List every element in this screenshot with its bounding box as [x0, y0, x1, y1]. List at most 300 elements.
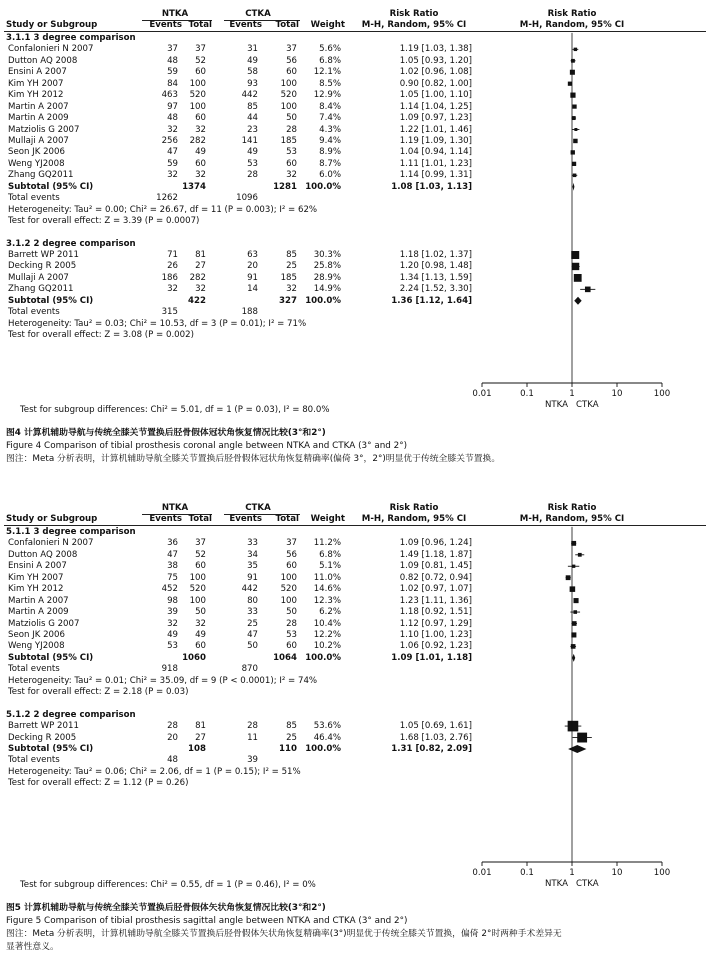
study-name: Seon JK 2006	[8, 629, 65, 640]
total-ctka: 37	[286, 538, 297, 549]
events-ntka: 28	[167, 721, 178, 732]
caption-note: 图注：Meta 分析表明，计算机辅助导航全膝关节置换后胫骨假体冠状角恢复精确率(偏倚 3°，2°)明显优于传统全膝关节置换。	[6, 454, 501, 464]
events-ctka: 33	[247, 538, 258, 549]
total-ntka: 60	[195, 158, 206, 169]
header-total-ctka: Total	[275, 20, 299, 31]
subtotal-total-ntka: 422	[188, 295, 206, 306]
weight-value: 8.4%	[319, 101, 341, 112]
total-ctka: 100	[280, 572, 297, 583]
caption-english: Figure 4 Comparison of tibial prosthesis coronal angle between NTKA and CTKA (3° and 2°)	[6, 441, 408, 451]
x-tick-label: 100	[653, 868, 671, 878]
total-events-ntka: 48	[167, 755, 178, 766]
subtotal-label: Subtotal (95% CI)	[8, 652, 94, 663]
x-tick-label: 0.01	[472, 389, 492, 399]
study-marker	[574, 274, 582, 282]
risk-ratio-ci: 1.14 [0.99, 1.31]	[399, 170, 472, 181]
events-ntka: 71	[167, 250, 178, 260]
rr-header-title: Risk Ratio	[389, 503, 439, 513]
study-name: Decking R 2005	[8, 732, 77, 743]
study-name: Kim YH 2012	[8, 584, 64, 595]
events-ntka: 38	[167, 561, 178, 572]
study-marker	[572, 565, 575, 568]
events-ntka: 98	[167, 595, 178, 606]
caption-chinese: 图4 计算机辅助导航与传统全膝关节置换后胫骨假体冠状角恢复情况比较(3°和2°)	[6, 428, 326, 438]
study-name: Mullaji A 2007	[8, 272, 69, 283]
study-marker	[573, 139, 577, 143]
total-ntka: 60	[195, 113, 206, 124]
risk-ratio-ci: 1.18 [0.92, 1.51]	[399, 607, 472, 618]
figure-5	[0, 494, 712, 974]
total-ntka: 520	[189, 90, 206, 101]
total-ctka: 25	[286, 732, 297, 743]
total-ntka: 520	[189, 584, 206, 595]
group-header-ntka: NTKA	[161, 9, 189, 19]
events-ctka: 442	[241, 90, 258, 101]
events-ctka: 33	[247, 607, 258, 618]
events-ctka: 28	[247, 170, 258, 181]
total-ctka: 56	[286, 55, 297, 66]
pooled-diamond	[573, 183, 575, 191]
risk-ratio-ci: 1.49 [1.18, 1.87]	[399, 549, 472, 560]
risk-ratio-ci: 0.90 [0.82, 1.00]	[399, 78, 472, 89]
weight-value: 11.0%	[313, 572, 341, 583]
events-ntka: 49	[167, 629, 178, 640]
study-name: Kim YH 2007	[8, 78, 64, 89]
events-ctka: 49	[247, 55, 258, 66]
total-events-label: Total events	[8, 664, 60, 675]
heterogeneity: Heterogeneity: Tau² = 0.06; Chi² = 2.06, df = 1 (P = 0.15); I² = 51%	[8, 766, 301, 777]
risk-ratio-ci: 1.12 [0.97, 1.29]	[399, 618, 472, 629]
weight-value: 12.9%	[313, 90, 341, 101]
study-marker	[571, 150, 575, 154]
subtotal-total-ctka: 110	[279, 744, 297, 754]
caption-note: 显著性意义。	[6, 942, 59, 952]
risk-ratio-ci: 1.09 [0.81, 1.45]	[399, 561, 472, 572]
weight-value: 6.8%	[319, 55, 341, 66]
overall-effect: Test for overall effect: Z = 3.39 (P = 0.0007)	[8, 216, 200, 227]
total-events-label: Total events	[8, 755, 60, 766]
total-ctka: 100	[280, 101, 297, 112]
events-ctka: 47	[247, 629, 258, 640]
subtotal-weight: 100.0%	[305, 744, 341, 754]
weight-value: 5.6%	[319, 44, 341, 55]
events-ctka: 93	[247, 78, 258, 89]
header-study: Study or Subgroup	[6, 20, 98, 31]
total-ctka: 85	[286, 250, 297, 260]
weight-value: 25.8%	[313, 261, 341, 272]
rr-header-title: Risk Ratio	[389, 9, 439, 19]
pooled-diamond	[568, 745, 586, 753]
risk-ratio-ci: 1.09 [0.96, 1.24]	[399, 538, 472, 549]
caption-chinese: 图5 计算机辅助导航与传统全膝关节置换后胫骨假体矢状角恢复情况比较(3°和2°)	[6, 903, 326, 913]
total-ntka: 100	[189, 595, 206, 606]
events-ntka: 32	[167, 284, 178, 295]
study-marker	[572, 621, 577, 626]
header-rr-method-plot: M-H, Random, 95% CI	[519, 514, 625, 525]
total-ctka: 50	[286, 113, 297, 124]
total-ntka: 37	[195, 538, 206, 549]
weight-value: 10.2%	[313, 641, 341, 652]
weight-value: 53.6%	[313, 721, 341, 732]
weight-value: 14.6%	[313, 584, 341, 595]
total-ctka: 28	[286, 618, 297, 629]
risk-ratio-ci: 1.11 [1.01, 1.23]	[399, 158, 472, 169]
weight-value: 28.9%	[313, 272, 341, 283]
study-name: Dutton AQ 2008	[8, 55, 78, 66]
study-marker	[571, 644, 576, 649]
risk-ratio-ci: 1.04 [0.94, 1.14]	[399, 147, 472, 158]
study-name: Ensini A 2007	[8, 561, 67, 572]
risk-ratio-ci: 1.02 [0.96, 1.08]	[399, 67, 472, 78]
events-ntka: 47	[167, 549, 178, 560]
total-ntka: 27	[195, 732, 206, 743]
events-ctka: 49	[247, 147, 258, 158]
total-ntka: 32	[195, 618, 206, 629]
study-name: Decking R 2005	[8, 261, 77, 272]
total-ctka: 50	[286, 607, 297, 618]
favours-ntka-label: NTKA	[544, 879, 568, 889]
header-rr-method: M-H, Random, 95% CI	[361, 514, 467, 525]
total-ntka: 52	[195, 55, 206, 66]
study-marker	[574, 128, 577, 131]
study-name: Barrett WP 2011	[8, 721, 79, 732]
subtotal-weight: 100.0%	[305, 652, 341, 663]
subtotal-weight: 100.0%	[305, 295, 341, 306]
study-marker	[585, 287, 591, 293]
header-study: Study or Subgroup	[6, 514, 98, 525]
events-ctka: 14	[247, 284, 258, 295]
total-events-ctka: 39	[247, 755, 258, 766]
total-ntka: 81	[195, 721, 206, 732]
x-tick-label: 100	[653, 389, 671, 399]
study-name: Dutton AQ 2008	[8, 549, 78, 560]
header-weight: Weight	[310, 20, 345, 31]
weight-value: 6.0%	[319, 170, 341, 181]
weight-value: 11.2%	[313, 538, 341, 549]
risk-ratio-ci: 1.05 [0.93, 1.20]	[399, 55, 472, 66]
total-ctka: 85	[286, 721, 297, 732]
weight-value: 12.1%	[313, 67, 341, 78]
weight-value: 5.1%	[319, 561, 341, 572]
study-marker	[577, 733, 587, 743]
study-marker	[570, 93, 575, 98]
risk-ratio-ci: 1.19 [1.09, 1.30]	[399, 135, 472, 146]
total-events-label: Total events	[8, 193, 60, 204]
events-ntka: 186	[161, 272, 178, 283]
weight-value: 4.3%	[319, 124, 341, 135]
total-ntka: 282	[189, 272, 206, 283]
risk-ratio-ci: 1.05 [1.00, 1.10]	[399, 90, 472, 101]
header-weight: Weight	[310, 514, 345, 525]
events-ctka: 442	[241, 584, 258, 595]
events-ntka: 48	[167, 55, 178, 66]
total-ctka: 60	[286, 158, 297, 169]
risk-ratio-ci: 1.14 [1.04, 1.25]	[399, 101, 472, 112]
events-ntka: 20	[167, 732, 178, 743]
header-total-ctka: Total	[275, 514, 299, 525]
risk-ratio-ci: 1.23 [1.11, 1.36]	[399, 595, 472, 606]
x-tick-label: 1	[569, 389, 575, 399]
events-ctka: 20	[247, 261, 258, 272]
subtotal-label: Subtotal (95% CI)	[8, 744, 94, 754]
study-marker	[572, 104, 576, 108]
events-ctka: 91	[247, 572, 258, 583]
total-events-ctka: 188	[241, 307, 258, 318]
study-name: Kim YH 2007	[8, 572, 64, 583]
heterogeneity: Heterogeneity: Tau² = 0.03; Chi² = 10.53, df = 3 (P = 0.01); I² = 71%	[8, 318, 307, 329]
overall-effect: Test for overall effect: Z = 3.08 (P = 0.002)	[8, 330, 194, 341]
risk-ratio-ci: 1.22 [1.01, 1.46]	[399, 124, 472, 135]
subgroup-title: 5.1.1 3 degree comparison	[6, 526, 136, 537]
weight-value: 6.2%	[319, 607, 341, 618]
total-ctka: 56	[286, 549, 297, 560]
events-ctka: 25	[247, 618, 258, 629]
subtotal-ci: 1.08 [1.03, 1.13]	[391, 181, 472, 192]
risk-ratio-ci: 1.02 [0.97, 1.07]	[399, 584, 472, 595]
header-events-ctka: Events	[229, 514, 262, 525]
total-events-ntka: 315	[161, 307, 178, 318]
header-total-ntka: Total	[188, 514, 212, 525]
total-ntka: 49	[195, 629, 206, 640]
study-marker	[572, 162, 576, 166]
total-ntka: 32	[195, 170, 206, 181]
risk-ratio-ci: 1.34 [1.13, 1.59]	[399, 272, 472, 283]
study-marker	[574, 598, 579, 603]
events-ctka: 53	[247, 158, 258, 169]
study-marker	[571, 251, 579, 259]
weight-value: 8.5%	[319, 78, 341, 89]
study-marker	[568, 82, 572, 86]
study-name: Zhang GQ2011	[8, 170, 74, 181]
events-ntka: 36	[167, 538, 178, 549]
weight-value: 30.3%	[313, 250, 341, 260]
events-ctka: 85	[247, 101, 258, 112]
risk-ratio-ci: 1.06 [0.92, 1.23]	[399, 641, 472, 652]
weight-value: 12.2%	[313, 629, 341, 640]
events-ctka: 58	[247, 67, 258, 78]
subtotal-total-ctka: 1281	[273, 181, 297, 192]
study-name: Kim YH 2012	[8, 90, 64, 101]
risk-ratio-ci: 0.82 [0.72, 0.94]	[399, 572, 472, 583]
total-ntka: 81	[195, 250, 206, 260]
total-ctka: 32	[286, 284, 297, 295]
total-ctka: 28	[286, 124, 297, 135]
weight-value: 7.4%	[319, 113, 341, 124]
total-ntka: 32	[195, 284, 206, 295]
total-ntka: 50	[195, 607, 206, 618]
group-header-ntka: NTKA	[161, 503, 189, 513]
events-ctka: 80	[247, 595, 258, 606]
subgroup-title: 3.1.2 2 degree comparison	[6, 238, 136, 249]
study-name: Mullaji A 2007	[8, 135, 69, 146]
x-tick-label: 0.1	[520, 389, 534, 399]
x-tick-label: 1	[569, 868, 575, 878]
total-ntka: 60	[195, 561, 206, 572]
rr-header-title-plot: Risk Ratio	[547, 503, 597, 513]
events-ntka: 32	[167, 170, 178, 181]
events-ctka: 31	[247, 44, 258, 55]
risk-ratio-ci: 1.10 [1.00, 1.23]	[399, 629, 472, 640]
total-events-ctka: 1096	[236, 193, 258, 204]
total-ctka: 53	[286, 147, 297, 158]
weight-value: 46.4%	[313, 732, 341, 743]
total-ntka: 52	[195, 549, 206, 560]
events-ctka: 23	[247, 124, 258, 135]
study-name: Ensini A 2007	[8, 67, 67, 78]
study-marker	[573, 174, 577, 178]
events-ntka: 463	[161, 90, 178, 101]
total-ctka: 100	[280, 595, 297, 606]
total-ntka: 100	[189, 101, 206, 112]
subtotal-total-ctka: 327	[279, 295, 297, 306]
total-ntka: 27	[195, 261, 206, 272]
study-name: Matziolis G 2007	[8, 124, 80, 135]
rr-header-title-plot: Risk Ratio	[547, 9, 597, 19]
header-events-ntka: Events	[149, 514, 182, 525]
x-tick-label: 0.01	[472, 868, 492, 878]
weight-value: 9.4%	[319, 135, 341, 146]
total-ntka: 100	[189, 78, 206, 89]
study-name: Martin A 2009	[8, 607, 69, 618]
subtotal-ci: 1.31 [0.82, 2.09]	[391, 744, 472, 754]
total-ctka: 32	[286, 170, 297, 181]
study-name: Weng YJ2008	[8, 641, 65, 652]
x-tick-label: 0.1	[520, 868, 534, 878]
total-ctka: 25	[286, 261, 297, 272]
total-ntka: 60	[195, 67, 206, 78]
weight-value: 14.9%	[313, 284, 341, 295]
study-name: Barrett WP 2011	[8, 250, 79, 260]
total-ntka: 60	[195, 641, 206, 652]
subtotal-total-ntka: 1060	[182, 652, 206, 663]
events-ntka: 53	[167, 641, 178, 652]
events-ntka: 47	[167, 147, 178, 158]
subgroup-title: 3.1.1 3 degree comparison	[6, 32, 136, 43]
subtotal-weight: 100.0%	[305, 181, 341, 192]
total-events-ntka: 1262	[156, 193, 178, 204]
total-ctka: 100	[280, 78, 297, 89]
subtotal-total-ctka: 1064	[273, 652, 297, 663]
events-ntka: 97	[167, 101, 178, 112]
total-ntka: 32	[195, 124, 206, 135]
total-ctka: 185	[280, 272, 297, 283]
weight-value: 10.4%	[313, 618, 341, 629]
weight-value: 6.8%	[319, 549, 341, 560]
events-ntka: 59	[167, 158, 178, 169]
total-ctka: 60	[286, 67, 297, 78]
total-events-label: Total events	[8, 307, 60, 318]
study-marker	[566, 575, 571, 580]
events-ctka: 141	[241, 135, 258, 146]
study-name: Weng YJ2008	[8, 158, 65, 169]
weight-value: 8.7%	[319, 158, 341, 169]
risk-ratio-ci: 1.09 [0.97, 1.23]	[399, 113, 472, 124]
overall-effect: Test for overall effect: Z = 2.18 (P = 0.03)	[8, 687, 189, 698]
events-ctka: 34	[247, 549, 258, 560]
total-ctka: 37	[286, 44, 297, 55]
favours-ctka-label: CTKA	[576, 879, 599, 889]
events-ctka: 11	[247, 732, 258, 743]
events-ntka: 26	[167, 261, 178, 272]
study-name: Matziolis G 2007	[8, 618, 80, 629]
total-ctka: 60	[286, 641, 297, 652]
total-ntka: 100	[189, 572, 206, 583]
total-ctka: 520	[280, 584, 297, 595]
total-ctka: 520	[280, 90, 297, 101]
x-tick-label: 10	[611, 389, 623, 399]
pooled-diamond	[574, 297, 581, 305]
figure-4	[0, 0, 712, 480]
header-events-ctka: Events	[229, 20, 262, 31]
risk-ratio-ci: 1.05 [0.69, 1.61]	[399, 721, 472, 732]
header-rr-method: M-H, Random, 95% CI	[361, 20, 467, 31]
favours-ctka-label: CTKA	[576, 400, 599, 410]
events-ctka: 44	[247, 113, 258, 124]
subgroup-differences: Test for subgroup differences: Chi² = 5.01, df = 1 (P = 0.03), I² = 80.0%	[20, 405, 330, 415]
study-name: Confalonieri N 2007	[8, 44, 94, 55]
events-ntka: 39	[167, 607, 178, 618]
risk-ratio-ci: 2.24 [1.52, 3.30]	[399, 284, 472, 295]
events-ntka: 75	[167, 572, 178, 583]
subtotal-ci: 1.36 [1.12, 1.64]	[391, 295, 472, 306]
total-ntka: 49	[195, 147, 206, 158]
events-ntka: 256	[161, 135, 178, 146]
total-ntka: 282	[189, 135, 206, 146]
events-ntka: 48	[167, 113, 178, 124]
study-marker	[568, 721, 579, 732]
events-ctka: 91	[247, 272, 258, 283]
study-name: Confalonieri N 2007	[8, 538, 94, 549]
risk-ratio-ci: 1.19 [1.03, 1.38]	[399, 44, 472, 55]
study-name: Martin A 2009	[8, 113, 69, 124]
subtotal-label: Subtotal (95% CI)	[8, 295, 94, 306]
study-name: Martin A 2007	[8, 101, 69, 112]
caption-english: Figure 5 Comparison of tibial prosthesis sagittal angle between NTKA and CTKA (3° and 2°)	[6, 916, 408, 926]
subtotal-label: Subtotal (95% CI)	[8, 181, 94, 192]
heterogeneity: Heterogeneity: Tau² = 0.00; Chi² = 26.67, df = 11 (P = 0.003); I² = 62%	[8, 204, 318, 215]
events-ntka: 452	[161, 584, 178, 595]
overall-effect: Test for overall effect: Z = 1.12 (P = 0.26)	[8, 778, 189, 789]
events-ctka: 35	[247, 561, 258, 572]
events-ntka: 84	[167, 78, 178, 89]
total-ctka: 60	[286, 561, 297, 572]
events-ntka: 37	[167, 44, 178, 55]
study-marker	[572, 263, 579, 270]
header-rr-method-plot: M-H, Random, 95% CI	[519, 20, 625, 31]
study-marker	[574, 48, 577, 51]
group-header-ctka: CTKA	[245, 9, 271, 19]
total-ntka: 37	[195, 44, 206, 55]
events-ntka: 32	[167, 618, 178, 629]
weight-value: 12.3%	[313, 595, 341, 606]
heterogeneity: Heterogeneity: Tau² = 0.01; Chi² = 35.09, df = 9 (P < 0.0001); I² = 74%	[8, 675, 318, 686]
pooled-diamond	[572, 654, 575, 662]
study-name: Seon JK 2006	[8, 147, 65, 158]
subgroup-title: 5.1.2 2 degree comparison	[6, 709, 136, 720]
total-events-ntka: 918	[161, 664, 178, 675]
study-marker	[573, 610, 577, 614]
total-events-ctka: 870	[241, 664, 258, 675]
events-ctka: 50	[247, 641, 258, 652]
total-ctka: 185	[280, 135, 297, 146]
study-name: Martin A 2007	[8, 595, 69, 606]
subtotal-total-ntka: 108	[188, 744, 206, 754]
subtotal-total-ntka: 1374	[182, 181, 206, 192]
study-name: Zhang GQ2011	[8, 284, 74, 295]
caption-note: 图注：Meta 分析表明，计算机辅助导航全膝关节置换后胫骨假体矢状角恢复精确率(3°)明显优于传统全膝关节置换，偏倚 2°时两种手术差异无	[6, 929, 562, 939]
risk-ratio-ci: 1.18 [1.02, 1.37]	[399, 250, 472, 260]
study-marker	[578, 553, 582, 557]
